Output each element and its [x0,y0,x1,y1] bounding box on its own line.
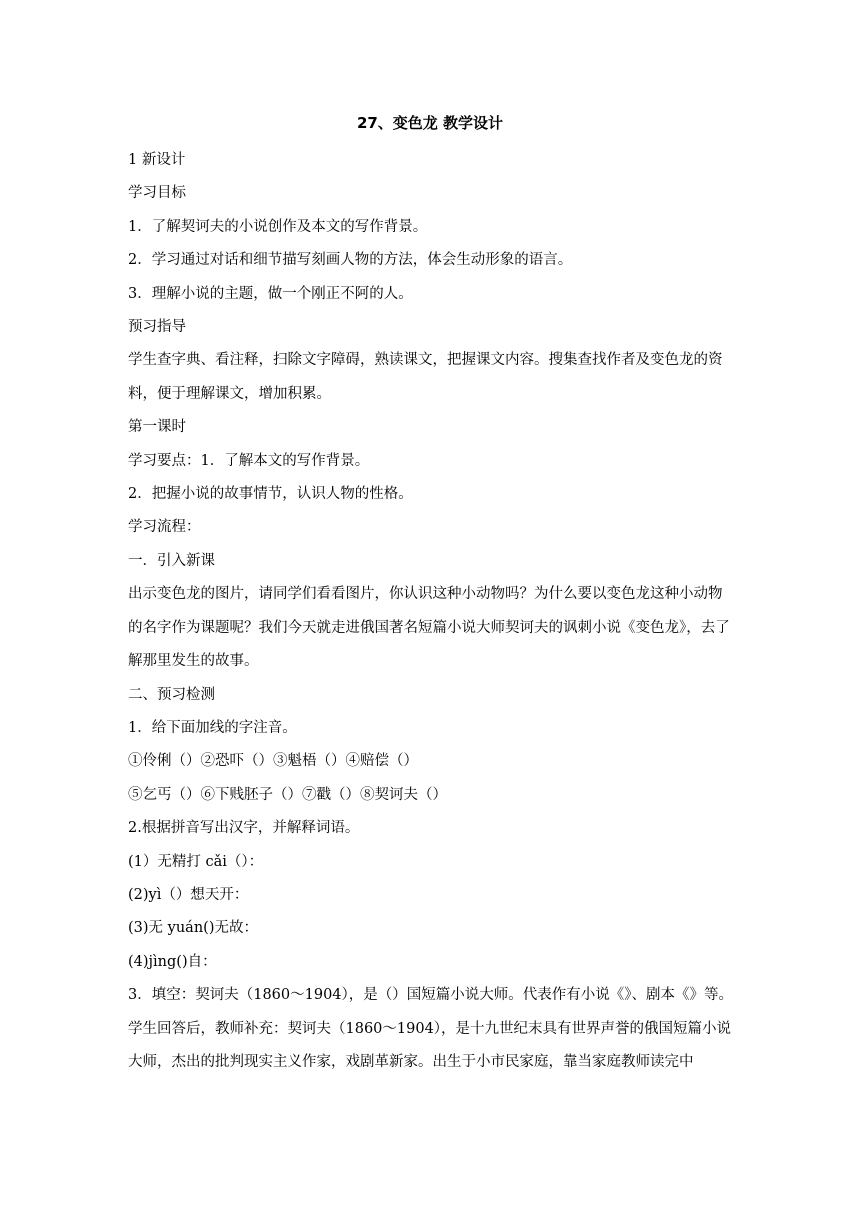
paragraph: 二、预习检测 [128,686,215,703]
paragraph: 2．学习通过对话和细节描写刻画人物的方法，体会生动形象的语言。 [128,252,573,269]
paragraph: 3．理解小说的主题，做一个刚正不阿的人。 [128,285,413,302]
paragraph: (4)jìng()自： [128,953,217,970]
paragraph: (3)无 yuán()无故： [128,920,258,937]
paragraph: ①伶俐（）②恐吓（）③魁梧（）④赔偿（） [128,753,418,770]
paragraph: 学生回答后，教师补充：契诃夫（1860～1904），是十九世纪末具有世界声誉的俄国短篇小说大师，杰出的批判现实主义作家，戏剧革新家。出生于小市民家庭，靠当家庭教师读完中 [128,1020,732,1070]
document-body [128,144,734,1079]
paragraph: 1 新设计 [128,152,186,168]
paragraph: 第一课时 [128,419,186,436]
paragraph: ⑤乞丐（）⑥下贱胚子（）⑦戳（）⑧契诃夫（） [128,786,447,803]
paragraph: 学习流程： [128,519,201,536]
paragraph: (2)yì（）想天开： [128,886,249,903]
paragraph: 1．了解契诃夫的小说创作及本文的写作背景。 [128,218,428,235]
document-title: 27、变色龙 教学设计 [356,114,504,132]
paragraph: 预习指导 [128,319,186,336]
paragraph: 学生查字典、看注释，扫除文字障碍，熟读课文，把握课文内容。搜集查找作者及变色龙的资料，便于理解课文，增加积累。 [128,352,723,402]
paragraph: 2．把握小说的故事情节，认识人物的性格。 [128,486,413,503]
paragraph: 2.根据拼音写出汉字，并解释词语。 [128,820,360,837]
paragraph: 3．填空：契诃夫（1860～1904），是（）国短篇小说大师。代表作有小说《》、剧本《》等。 [128,987,734,1004]
paragraph: 一．引入新课 [128,552,215,569]
paragraph: 1．给下面加线的字注音。 [128,719,297,736]
paragraph: 学习要点：1．了解本文的写作背景。 [128,452,370,469]
paragraph: 出示变色龙的图片，请同学们看看图片，你认识这种小动物吗？为什么要以变色龙这种小动物的名字作为课题呢？我们今天就走进俄国著名短篇小说大师契诃夫的讽刺小说《变色龙》，去了解那里发生的故事。 [128,586,730,670]
paragraph: (1）无精打 cǎi（）： [128,853,264,870]
paragraph: 学习目标 [128,185,186,202]
